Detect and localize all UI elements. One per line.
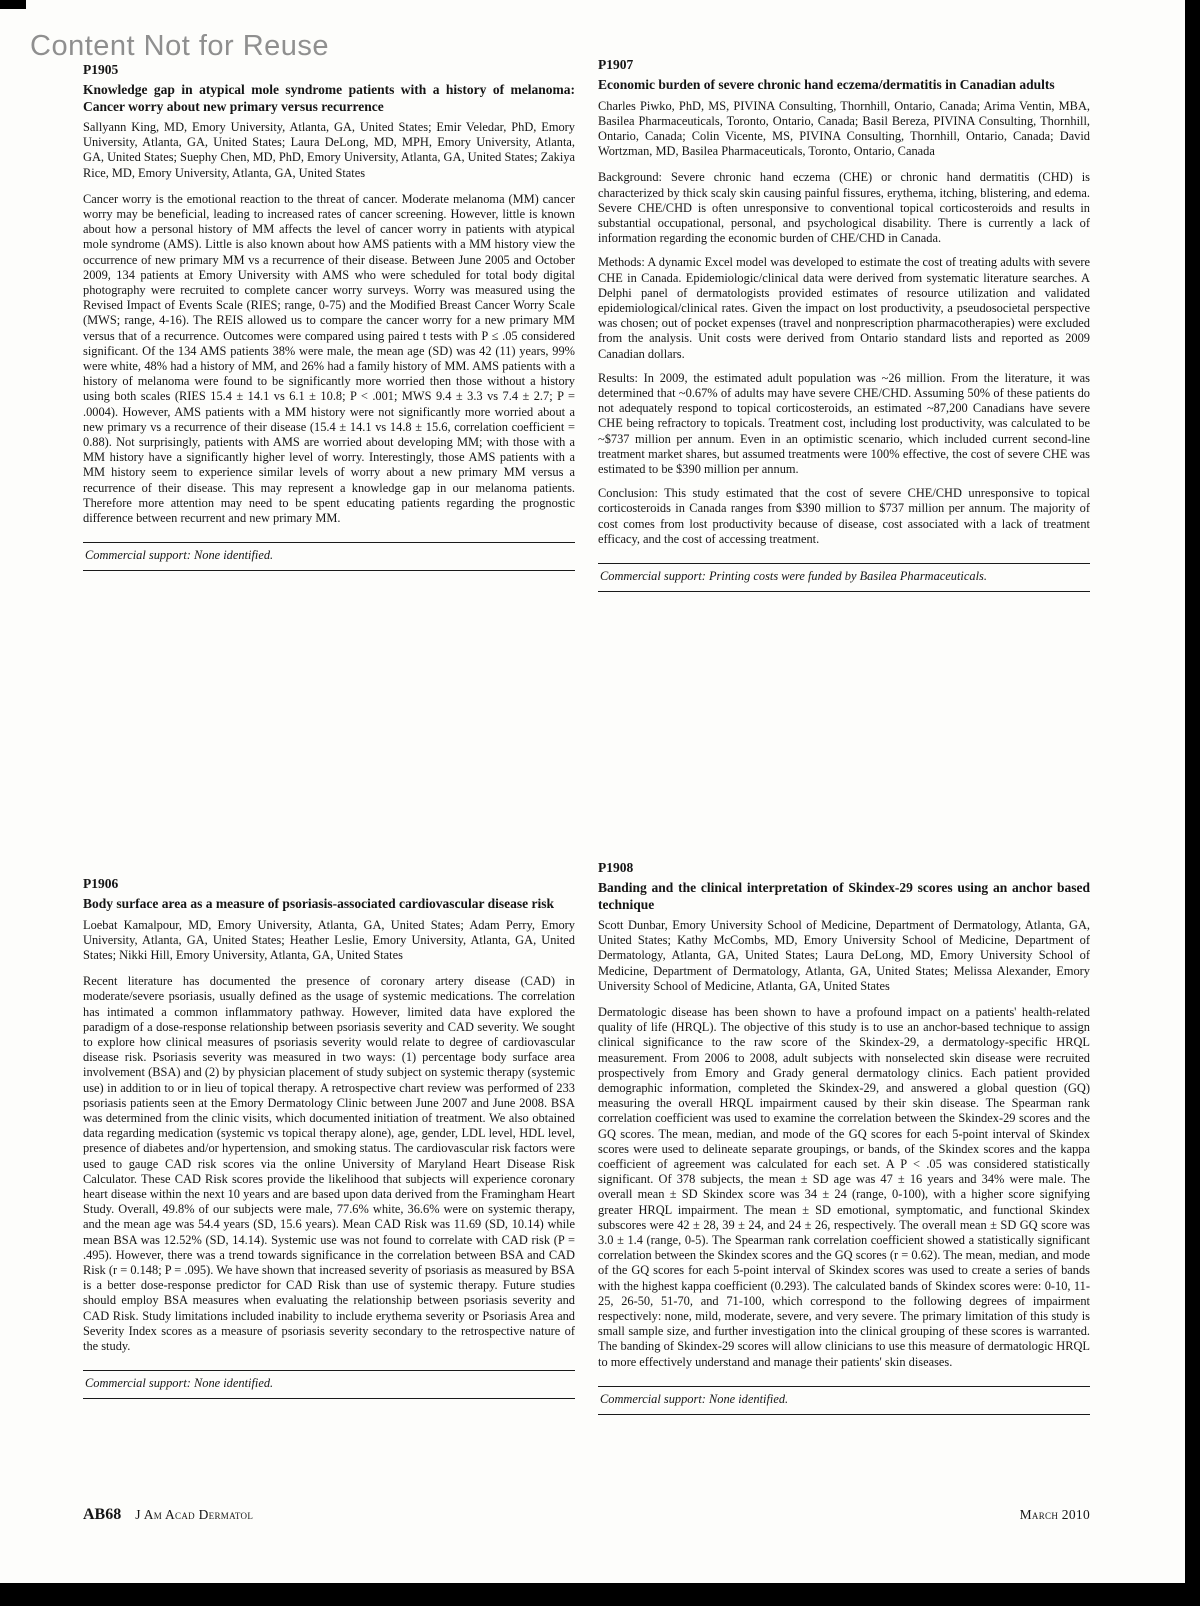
scan-artifact-bottom-edge	[0, 1583, 1200, 1606]
page-footer	[83, 1506, 1090, 1524]
left-column	[83, 62, 576, 1391]
abstract-title: Banding and the clinical interpretation of Skindex-29 scores using an anchor based technique	[598, 880, 1090, 912]
abstract-paragraph: Results: In 2009, the estimated adult population was ~26 million. From the literature, it was determined that ~0.67% of adults may have severe CHE/CHD. Assuming 50% of these patients do not adequately respond to topical corticosteroids, an estimated ~87,200 Canadians have severe CHE being refractory to topicals. Treatment cost, including lost productivity, was calculated to be ~$737 million per annum. Even in an optimistic scenario, which included current second-line treatment market shares, but assumed treatments were 100% effective, the cost of severe CHE was estimated to be $390 million per annum.	[598, 370, 1090, 476]
commercial-support-text: Commercial support: None identified.	[85, 548, 274, 563]
abstract-paragraph: Recent literature has documented the presence of coronary artery disease (CAD) in moderate/severe psoriasis, usually defined as the usage of systemic medications. The correlation has intimated a common inflammatory pathway. However, limited data have explored the paradigm of a dose-response relationship between psoriasis severity and CAD severity. We sought to explore how clinical measures of psoriasis severity would relate to degree of cardiovascular disease risk. Psoriasis severity was measured in two ways: (1) percentage body surface area involvement (BSA) and (2) by physician placement of study subject on systemic therapy (systemic use) in addition to or in lieu of topical therapy. A retrospective chart review was performed of 233 psoriasis patients seen at the Emory Dermatology Clinic between June 2007 and June 2008. BSA was determined from the clinic visits, which documented initiation of treatment. We also obtained data regarding medication (systemic vs topical therapy alone), age, gender, LDL level, HDL level, presence of diabetes and/or hypertension, and smoking status. The cardiovascular risk factors were used to gauge CAD risk scores via the online University of Maryland Heart Disease Risk Calculator. These CAD Risk scores provide the likelihood that subjects will experience coronary heart disease within the next 10 years and are based upon data derived from the Framingham Heart Study. Overall, 49.8% of our subjects were male, 77.6% white, 36.6% were on systemic therapy, and the mean age was 54.4 years (SD, 15.6 years). Mean CAD Risk was 11.69 (SD, 10.14) while mean BSA was 12.52% (SD, 14.14). Systemic use was not found to correlate with CAD risk (P = .495). However, there was a trend towards significance in the correlation between BSA and CAD Risk (r = 0.148; P = .095). We have shown that increased severity of psoriasis as measured by BSA is a better dose-response predictor for CAD Risk than use of systemic therapy. Future studies should employ BSA measures when evaluating the relationship between psoriasis severity and CAD Risk. Study limitations included inability to include erythema severity or Psoriasis Area and Severity Index scores as a measure of psoriasis severity secondary to the retrospective nature of the study.	[83, 974, 575, 1353]
abstract-id: P1905	[83, 62, 119, 77]
abstract-authors: Loebat Kamalpour, MD, Emory University, Atlanta, GA, United States; Adam Perry, Emory University, Atlanta, GA, United States; Heather Leslie, Emory University, Atlanta, GA, United States; Nikki Hill, Emory University, Atlanta, GA, United States	[83, 917, 575, 962]
abstract-paragraph: Dermatologic disease has been shown to have a profound impact on a patients' health-related quality of life (HRQL). The objective of this study is to use an anchor-based technique to assign clinical significance to the raw score of the Skindex-29, a dermatology-specific HRQL measurement. From 2006 to 2008, adult subjects with nonselected skin disease were recruited prospectively from Emory and Grady general dermatology clinics. Each patient provided demographic information, completed the Skindex-29, and answered a global question (GQ) measuring the overall HRQL impairment caused by their skin disease. The Spearman rank correlation coefficient was used to examine the correlation between the Skindex-29 scores and the GQ scores. The mean, median, and mode of the GQ scores for each 5-point interval of Skindex scores were used to delineate separate groupings, or bands, of the Skindex scores and the kappa coefficient of agreement was calculated for each set. A P < .05 was considered statistically significant. Of 378 subjects, the mean ± SD age was 47 ± 16 years and 34% were male. The overall mean ± SD Skindex score was 34 ± 24 (range, 0-100), with a higher score signifying greater HRQL impairment. The mean ± SD emotional, symptomatic, and functional Skindex subscores were 42 ± 28, 39 ± 24, and 24 ± 26, respectively. The overall mean ± SD GQ score was 3.0 ± 1.4 (range, 0-5). The Spearman rank correlation coefficient showed a statistically significant correlation between the Skindex scores and the GQ scores (r = 0.62). The mean, median, and mode of the GQ scores for each 5-point interval of Skindex scores was used to create a series of bands with the highest kappa coefficient (0.293). The calculated bands of Skindex scores were: 0-10, 11-25, 26-50, 51-70, and 71-100, which correspond to the following degrees of impairment respectively: none, mild, moderate, severe, and very severe. The primary limitation of this study is small sample size, and further investigation into the clinical grouping of these scores is warranted. The banding of Skindex-29 scores will allow clinicians to use this measure of dermatologic HRQL to more effectively understand and manage their patients' skin diseases.	[598, 1005, 1090, 1369]
abstract-paragraph: Background: Severe chronic hand eczema (CHE) or chronic hand dermatitis (CHD) is characterized by thick scaly skin causing painful fissures, erythema, itching, blistering, and edema. Severe CHE/CHD is often unresponsive to conventional topical corticosteroids and results in substantial occupational, personal, and psychological disability. There is currently a lack of information regarding the economic burden of CHE/CHD in Canada.	[598, 170, 1090, 246]
commercial-support	[598, 1386, 1090, 1415]
abstract-p1906	[83, 876, 575, 1399]
abstract-id: P1906	[83, 876, 119, 891]
abstract-authors: Sallyann King, MD, Emory University, Atlanta, GA, United States; Emir Veledar, PhD, Emory University, Atlanta, GA, United States; Laura DeLong, MD, MPH, Emory University, Atlanta, GA, United States; Suephy Chen, MD, PhD, Emory University, Atlanta, GA, United States; Zakiya Rice, MD, Emory University, Atlanta, GA, United States	[83, 120, 576, 180]
abstract-title: Knowledge gap in atypical mole syndrome patients with a history of melanoma: Cancer worry about new primary versus recurrence	[83, 82, 575, 114]
abstract-paragraph: Cancer worry is the emotional reaction to the threat of cancer. Moderate melanoma (MM) cancer worry may be beneficial, leading to increased rates of cancer screening. However, little is known about how a personal history of MM affects the level of cancer worry in patients with atypical mole syndrome (AMS). Little is also known about how AMS patients with a MM history view the occurrence of new primary MM vs a recurrence of their disease. Between June 2005 and October 2009, 134 patients at Emory University with AMS who were scheduled for total body digital photography were recruited to complete cancer worry surveys. Worry was measured using the Revised Impact of Events Scale (RIES; range, 0-75) and the Modified Breast Cancer Worry Scale (MWS; range, 4-16). The REIS allowed us to compare the cancer worry for a new primary MM versus that of a recurrence. Outcomes were compared using paired t tests with P ≤ .05 considered significant. Of the 134 AMS patients 38% were male, the mean age (SD) was 42 (11) years, 99% were white, 48% had a history of MM, and 26% had a family history of MM. AMS patients with a history of melanoma were found to be significantly more worried then those without a history using both scales (RIES 15.4 ± 14.1 vs 6.1 ± 10.8; P < .001; MWS 9.4 ± 3.3 vs 7.4 ± 2.7; P = .0004). However, AMS patients with a MM history were not significantly more worried about a new primary vs a recurrence of their disease (15.4 ± 14.1 vs 14.8 ± 15.6, correlation coefficient = 0.88). Not surprisingly, patients with AMS are worried about developing MM; with those with a MM history have a significantly higher level of worry. Interestingly, those AMS patients with a MM history seem to experience similar levels of worry about a new primary MM versus a recurrence of their disease. This may represent a knowledge gap in our melanoma patients. Therefore more attention may need to be spent educating patients regarding the prognostic difference between recurrent and new primary MM.	[83, 191, 575, 526]
commercial-support	[83, 542, 575, 571]
abstract-authors: Charles Piwko, PhD, MS, PIVINA Consulting, Thornhill, Ontario, Canada; Arima Ventin, MBA, Basilea Pharmaceuticals, Toronto, Ontario, Canada; Basil Bereza, PIVINA Consulting, Thornhill, Ontario, Canada; Colin Vicente, MS, PIVINA Consulting, Thornhill, Ontario, Canada; David Wortzman, MD, Basilea Pharmaceuticals, Toronto, Ontario, Canada	[598, 98, 1090, 159]
commercial-support-text: Commercial support: None identified.	[600, 1391, 789, 1406]
abstract-title: Body surface area as a measure of psoriasis-associated cardiovascular disease risk	[83, 896, 554, 911]
abstract-paragraph: Conclusion: This study estimated that the cost of severe CHE/CHD unresponsive to topical corticosteroids in Canada ranges from $390 million to $737 million per annum. The majority of cost comes from lost productivity because of disease, cost associated with a lack of treatment efficacy, and the cost of accessing treatment.	[598, 486, 1090, 546]
abstract-p1907	[598, 57, 1090, 592]
journal-name: J Am Acad Dermatol	[135, 1507, 254, 1522]
abstract-paragraph: Methods: A dynamic Excel model was developed to estimate the cost of treating adults with severe CHE in Canada. Epidemiologic/clinical data were derived from systematic literature searches. A Delphi panel of dermatologists provided estimates of resource utilization and validated epidemiological/clinical rates. Given the impact on lost productivity, a pseudosocietal perspective was chosen; out of pocket expenses (travel and nonprescription pharmacotherapies) were excluded from the analysis. Unit costs were derived from Ontario standard lists and reported as 2009 Canadian dollars.	[598, 255, 1090, 361]
abstract-title: Economic burden of severe chronic hand eczema/dermatitis in Canadian adults	[598, 77, 1055, 92]
abstract-id: P1907	[598, 57, 634, 72]
footer-left	[83, 1506, 253, 1524]
scan-artifact-right-edge	[1185, 0, 1200, 1606]
abstract-p1905	[83, 62, 575, 571]
page-number: AB68	[83, 1506, 122, 1523]
commercial-support	[83, 1370, 575, 1399]
watermark: Content Not for Reuse	[30, 30, 330, 62]
right-column	[598, 57, 1090, 1406]
abstract-authors: Scott Dunbar, Emory University School of Medicine, Department of Dermatology, Atlanta, GA, United States; Kathy McCombs, MD, Emory University School of Medicine, Department of Dermatology, Atlanta, GA, United States; Laura DeLong, MD, Emory University School of Medicine, Department of Dermatology, Atlanta, GA, United States; Melissa Alexander, Emory University School of Medicine, Atlanta, GA, United States	[598, 918, 1090, 993]
commercial-support-text: Commercial support: Printing costs were funded by Basilea Pharmaceuticals.	[600, 568, 987, 583]
abstract-p1908	[598, 860, 1090, 1415]
commercial-support	[598, 563, 1090, 592]
commercial-support-text: Commercial support: None identified.	[85, 1376, 274, 1391]
issue-date: March 2010	[1019, 1507, 1090, 1522]
abstract-id: P1908	[598, 860, 634, 875]
scan-artifact-top-left	[0, 0, 26, 9]
